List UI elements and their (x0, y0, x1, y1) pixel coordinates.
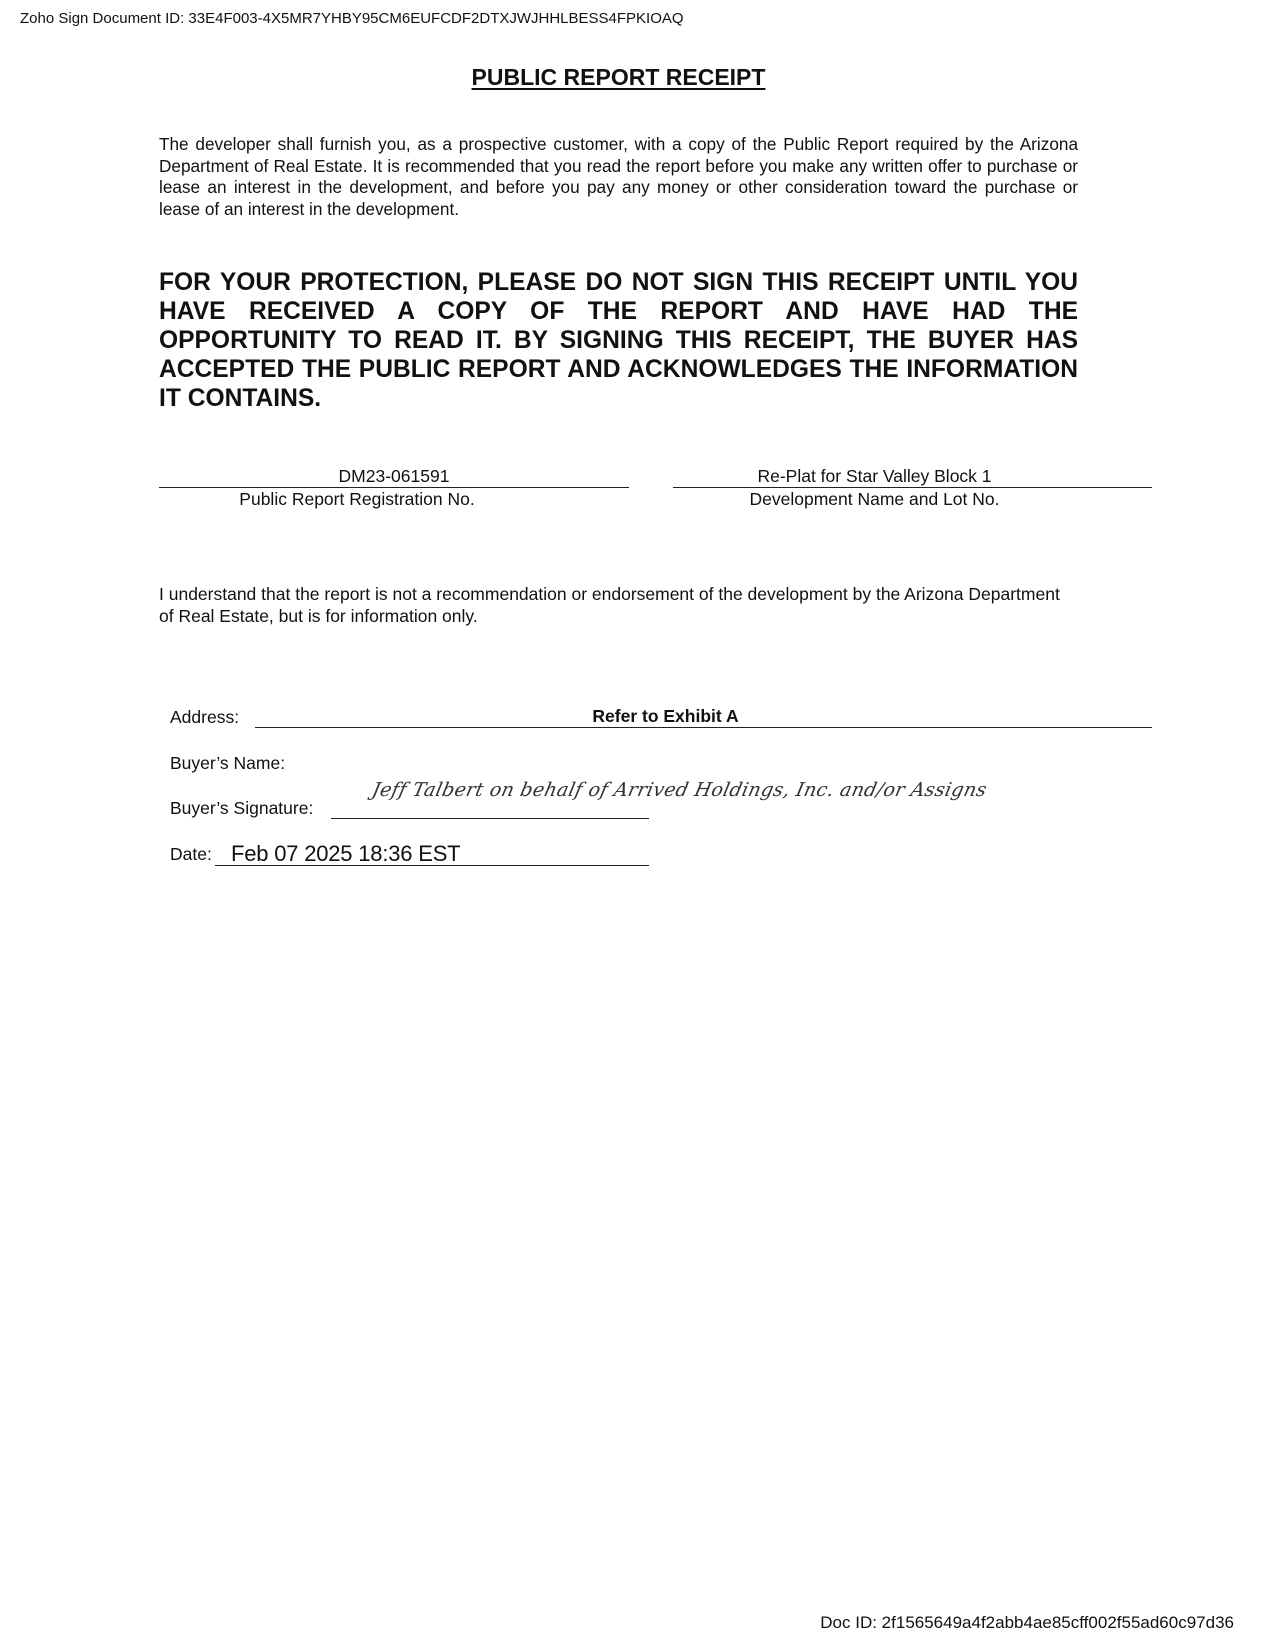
date-label: Date: (170, 844, 212, 864)
buyer-signature-label: Buyer’s Signature: (170, 798, 314, 818)
development-name-line (673, 487, 1152, 488)
date-line (215, 865, 649, 866)
registration-number-caption: Public Report Registration No. (239, 489, 475, 509)
development-name-value: Re-Plat for Star Valley Block 1 (757, 466, 992, 486)
buyer-signature-line (331, 818, 649, 819)
buyer-name-label: Buyer’s Name: (170, 753, 286, 773)
development-name-caption: Development Name and Lot No. (749, 489, 1000, 509)
registration-number-value: DM23-061591 (338, 466, 450, 486)
document-title: PUBLIC REPORT RECEIPT (471, 64, 766, 90)
buyer-signature: Jeff Talbert on behalf of Arrived Holdings, Inc. and/or Assigns (370, 779, 989, 801)
registration-number-line (159, 487, 629, 488)
protection-warning: FOR YOUR PROTECTION, PLEASE DO NOT SIGN THIS RECEIPT UNTIL YOU HAVE RECEIVED A COPY OF THE REPORT AND HAVE HAD THE OPPORTUNITY TO READ IT. BY SIGNING THIS RECEIPT, THE BUYER HAS ACCEPTED THE PUBLIC REPORT AND ACKNOWLEDGES THE INFORMATION IT CONTAINS. (159, 269, 1078, 412)
date-value: Feb 07 2025 18:36 EST (231, 841, 461, 866)
zoho-document-id: Zoho Sign Document ID: 33E4F003-4X5MR7YHBY95CM6EUFCDF2DTXJWJHHLBESS4FPKIOAQ (20, 10, 684, 27)
intro-paragraph: The developer shall furnish you, as a prospective customer, with a copy of the Public Report required by the Arizona Department of Real Estate. It is recommended that you read the report before you make any written offer to purchase or lease an interest in the development, and before you pay any money or other consideration toward the purchase or lease of an interest in the development. (159, 134, 1078, 219)
address-label: Address: (170, 707, 240, 727)
understanding-statement: I understand that the report is not a recommendation or endorsement of the development by the Arizona Department of Real Estate, but is for information only. (159, 584, 1060, 626)
doc-id: Doc ID: 2f1565649a4f2abb4ae85cff002f55ad60c97d36 (820, 1613, 1234, 1632)
address-value: Refer to Exhibit A (592, 706, 739, 726)
address-line (255, 727, 1152, 728)
